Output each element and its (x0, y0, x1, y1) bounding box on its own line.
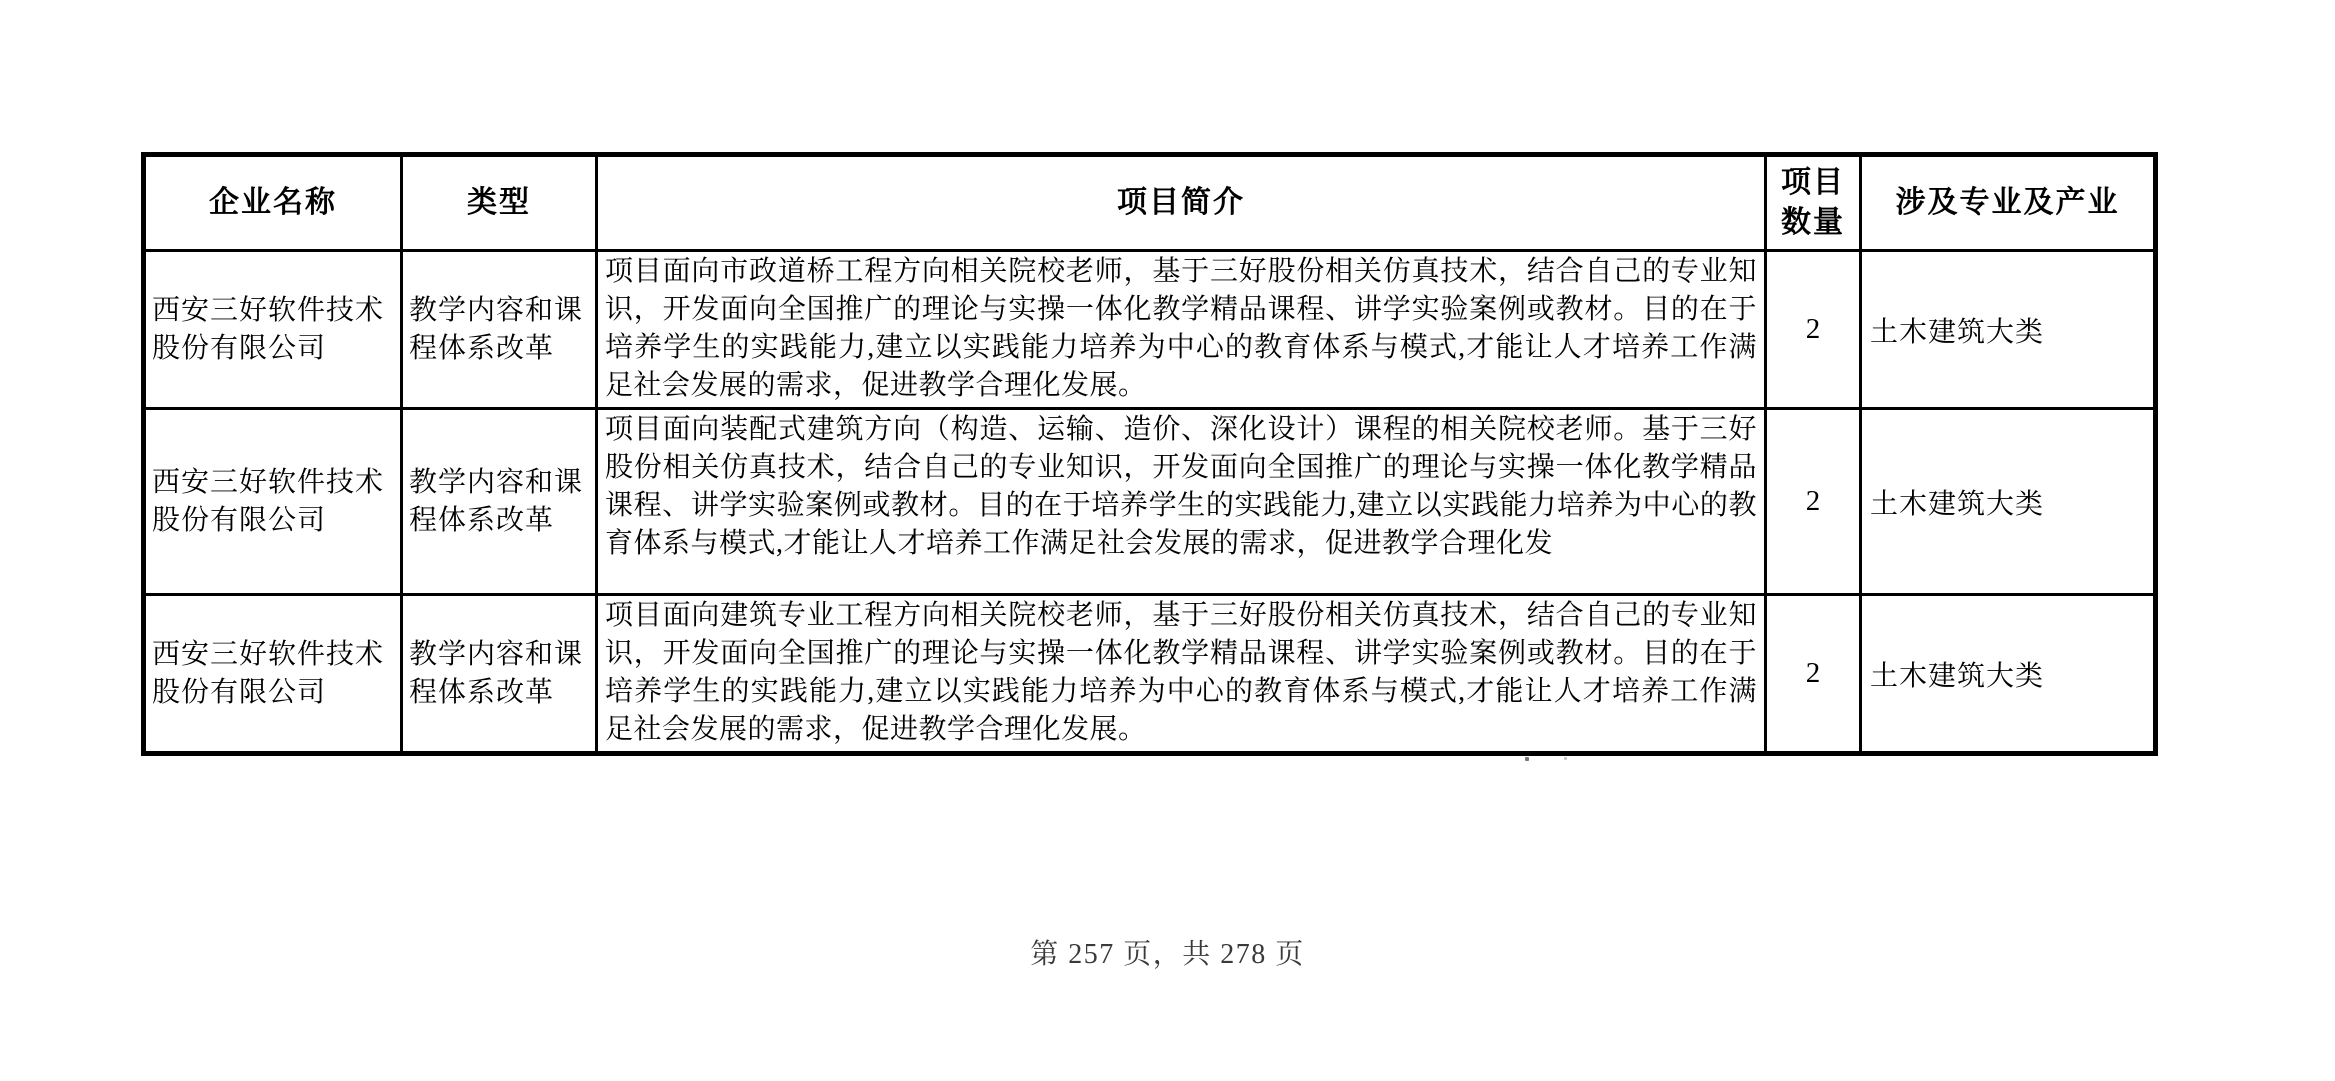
description-cell: 项目面向市政道桥工程方向相关院校老师，基于三好股份相关仿真技术，结合自己的专业知识，开发面向全国推广的理论与实操一体化教学精品课程、讲学实验案例或教材。目的在于培养学生的实践能力,建立以实践能力培养为中心的教育体系与模式,才能让人才培养工作满足社会发展的需求，促进教学合理化发展。 (597, 251, 1766, 409)
company-cell: 西安三好软件技术股份有限公司 (144, 409, 402, 595)
scan-speckle (1564, 757, 1567, 760)
projects-table (141, 152, 2158, 756)
scan-speckle (1525, 757, 1529, 761)
header-company: 企业名称 (144, 155, 402, 251)
count-cell: 2 (1766, 409, 1861, 595)
type-cell: 教学内容和课程体系改革 (402, 595, 597, 754)
company-cell: 西安三好软件技术股份有限公司 (144, 251, 402, 409)
projects-table-container (141, 152, 2158, 756)
table-row (144, 251, 2156, 409)
description-cell: 项目面向建筑专业工程方向相关院校老师，基于三好股份相关仿真技术，结合自己的专业知识，开发面向全国推广的理论与实操一体化教学精品课程、讲学实验案例或教材。目的在于培养学生的实践能力,建立以实践能力培养为中心的教育体系与模式,才能让人才培养工作满足社会发展的需求，促进教学合理化发展。 (597, 595, 1766, 754)
industry-cell: 土木建筑大类 (1861, 409, 2156, 595)
header-description: 项目简介 (597, 155, 1766, 251)
header-type: 类型 (402, 155, 597, 251)
header-industry: 涉及专业及产业 (1861, 155, 2156, 251)
table-header-row (144, 155, 2156, 251)
company-cell: 西安三好软件技术股份有限公司 (144, 595, 402, 754)
count-cell: 2 (1766, 595, 1861, 754)
description-cell: 项目面向装配式建筑方向（构造、运输、造价、深化设计）课程的相关院校老师。基于三好股份相关仿真技术，结合自己的专业知识，开发面向全国推广的理论与实操一体化教学精品课程、讲学实验案例或教材。目的在于培养学生的实践能力,建立以实践能力培养为中心的教育体系与模式,才能让人才培养工作满足社会发展的需求，促进教学合理化发 (597, 409, 1766, 595)
table-row (144, 595, 2156, 754)
count-cell: 2 (1766, 251, 1861, 409)
type-cell: 教学内容和课程体系改革 (402, 251, 597, 409)
industry-cell: 土木建筑大类 (1861, 595, 2156, 754)
page-number-footer: 第 257 页，共 278 页 (1030, 939, 1305, 970)
table-row (144, 409, 2156, 595)
header-count: 项目数量 (1766, 155, 1861, 251)
type-cell: 教学内容和课程体系改革 (402, 409, 597, 595)
industry-cell: 土木建筑大类 (1861, 251, 2156, 409)
